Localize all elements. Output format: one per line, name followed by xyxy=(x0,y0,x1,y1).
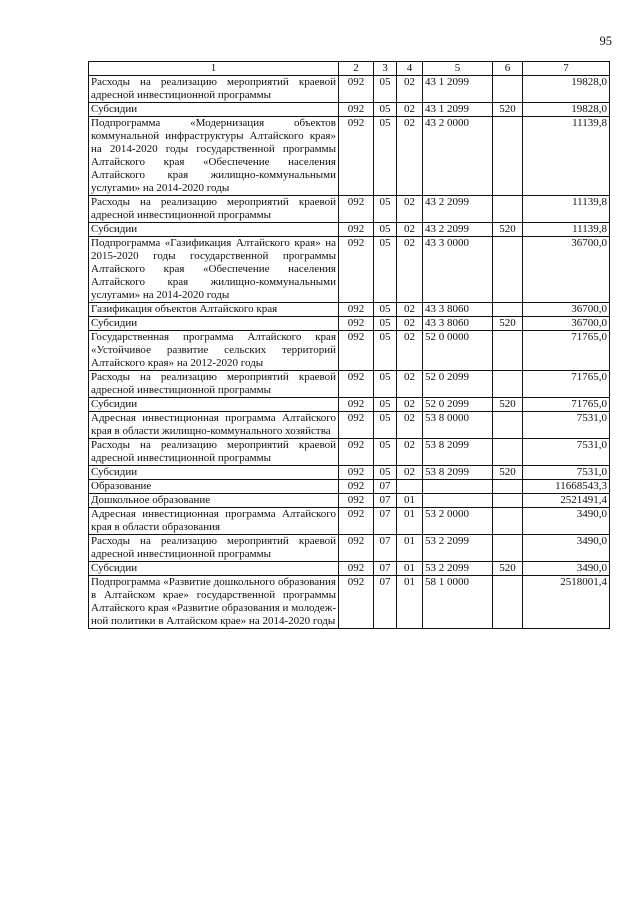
column-header: 5 xyxy=(423,62,493,76)
section-code-cell: 05 xyxy=(374,223,397,237)
table-row xyxy=(89,562,610,576)
subsection-code-cell: 02 xyxy=(397,103,423,117)
table-header-row xyxy=(89,62,610,76)
subsection-code-cell: 02 xyxy=(397,466,423,480)
expense-type-cell: 520 xyxy=(493,562,523,576)
subsection-code-cell: 01 xyxy=(397,562,423,576)
ministry-code-cell: 092 xyxy=(339,412,374,439)
subsection-code-cell: 01 xyxy=(397,576,423,629)
row-name-cell: Субсидии xyxy=(89,398,339,412)
ministry-code-cell: 092 xyxy=(339,371,374,398)
amount-cell: 11139,8 xyxy=(523,117,610,196)
amount-cell: 7531,0 xyxy=(523,412,610,439)
ministry-code-cell: 092 xyxy=(339,103,374,117)
amount-cell: 2521491,4 xyxy=(523,494,610,508)
section-code-cell: 07 xyxy=(374,535,397,562)
ministry-code-cell: 092 xyxy=(339,117,374,196)
section-code-cell: 07 xyxy=(374,508,397,535)
subsection-code-cell: 02 xyxy=(397,196,423,223)
row-name-cell: Газификация объектов Алтайского края xyxy=(89,303,339,317)
amount-cell: 19828,0 xyxy=(523,76,610,103)
subsection-code-cell: 01 xyxy=(397,508,423,535)
subsection-code-cell: 02 xyxy=(397,439,423,466)
section-code-cell: 05 xyxy=(374,103,397,117)
expense-type-cell: 520 xyxy=(493,466,523,480)
target-article-cell: 43 3 8060 xyxy=(423,303,493,317)
table-row xyxy=(89,196,610,223)
expense-type-cell: 520 xyxy=(493,223,523,237)
row-name-cell: Подпрограмма «Модернизация объектов коммунальной инфраструктуры Алтайского края» на 2014-2020 годы государственной программы Алтайского края «Обеспечение населения Алтайского края жилищно-коммунальными услугами» на 2014-2020 годы xyxy=(89,117,339,196)
table-row xyxy=(89,103,610,117)
amount-cell: 71765,0 xyxy=(523,331,610,371)
amount-cell: 71765,0 xyxy=(523,398,610,412)
section-code-cell: 05 xyxy=(374,117,397,196)
expense-type-cell: 520 xyxy=(493,317,523,331)
row-name-cell: Субсидии xyxy=(89,562,339,576)
expense-type-cell xyxy=(493,303,523,317)
amount-cell: 3490,0 xyxy=(523,535,610,562)
row-name-cell: Адресная инвестиционная программа Алтайского края в области образования xyxy=(89,508,339,535)
row-name-cell: Субсидии xyxy=(89,466,339,480)
table-row xyxy=(89,317,610,331)
expense-type-cell xyxy=(493,480,523,494)
target-article-cell xyxy=(423,494,493,508)
section-code-cell: 05 xyxy=(374,439,397,466)
table-row xyxy=(89,535,610,562)
table-row xyxy=(89,76,610,103)
column-header: 6 xyxy=(493,62,523,76)
target-article-cell: 43 3 0000 xyxy=(423,237,493,303)
target-article-cell: 43 3 8060 xyxy=(423,317,493,331)
column-header: 1 xyxy=(89,62,339,76)
target-article-cell: 53 8 0000 xyxy=(423,412,493,439)
subsection-code-cell: 02 xyxy=(397,303,423,317)
subsection-code-cell: 02 xyxy=(397,237,423,303)
section-code-cell: 05 xyxy=(374,317,397,331)
ministry-code-cell: 092 xyxy=(339,562,374,576)
budget-table xyxy=(88,61,610,629)
row-name-cell: Расходы на реализацию мероприятий краевой адресной инвестиционной программы xyxy=(89,371,339,398)
amount-cell: 11139,8 xyxy=(523,223,610,237)
target-article-cell xyxy=(423,480,493,494)
table-row xyxy=(89,331,610,371)
row-name-cell: Расходы на реализацию мероприятий краевой адресной инвестиционной программы xyxy=(89,196,339,223)
table-row xyxy=(89,508,610,535)
target-article-cell: 53 2 2099 xyxy=(423,562,493,576)
page-number: 95 xyxy=(599,34,612,48)
section-code-cell: 07 xyxy=(374,576,397,629)
row-name-cell: Подпрограмма «Газификация Алтайского края» на 2015-2020 годы государственной программы Алтайского края «Обеспечение населения Алтайского края жилищно-коммунальными услугами» на 2014-2020 годы xyxy=(89,237,339,303)
ministry-code-cell: 092 xyxy=(339,237,374,303)
table-row xyxy=(89,439,610,466)
ministry-code-cell: 092 xyxy=(339,576,374,629)
table-row xyxy=(89,466,610,480)
amount-cell: 36700,0 xyxy=(523,303,610,317)
expense-type-cell xyxy=(493,76,523,103)
section-code-cell: 05 xyxy=(374,196,397,223)
target-article-cell: 52 0 0000 xyxy=(423,331,493,371)
section-code-cell: 05 xyxy=(374,466,397,480)
column-header: 3 xyxy=(374,62,397,76)
row-name-cell: Расходы на реализацию мероприятий краевой адресной инвестиционной программы xyxy=(89,535,339,562)
expense-type-cell: 520 xyxy=(493,103,523,117)
table-row xyxy=(89,494,610,508)
ministry-code-cell: 092 xyxy=(339,196,374,223)
subsection-code-cell: 01 xyxy=(397,535,423,562)
table-row xyxy=(89,237,610,303)
target-article-cell: 53 8 2099 xyxy=(423,466,493,480)
table-row xyxy=(89,398,610,412)
amount-cell: 36700,0 xyxy=(523,317,610,331)
subsection-code-cell: 02 xyxy=(397,412,423,439)
expense-type-cell xyxy=(493,439,523,466)
section-code-cell: 05 xyxy=(374,303,397,317)
target-article-cell: 52 0 2099 xyxy=(423,371,493,398)
section-code-cell: 05 xyxy=(374,412,397,439)
column-header: 2 xyxy=(339,62,374,76)
row-name-cell: Субсидии xyxy=(89,103,339,117)
expense-type-cell xyxy=(493,237,523,303)
row-name-cell: Подпрограмма «Развитие дошкольного образования в Алтайском крае» государственной программы Алтайского края «Развитие образования и молодежной политики в Алтайском крае» на 2014-2020 годы xyxy=(89,576,339,629)
ministry-code-cell: 092 xyxy=(339,317,374,331)
column-header: 7 xyxy=(523,62,610,76)
table-row xyxy=(89,303,610,317)
target-article-cell: 43 2 2099 xyxy=(423,196,493,223)
column-header: 4 xyxy=(397,62,423,76)
ministry-code-cell: 092 xyxy=(339,508,374,535)
amount-cell: 7531,0 xyxy=(523,439,610,466)
ministry-code-cell: 092 xyxy=(339,535,374,562)
expense-type-cell xyxy=(493,117,523,196)
subsection-code-cell: 02 xyxy=(397,398,423,412)
expense-type-cell xyxy=(493,508,523,535)
subsection-code-cell: 01 xyxy=(397,494,423,508)
row-name-cell: Субсидии xyxy=(89,317,339,331)
row-name-cell: Дошкольное образование xyxy=(89,494,339,508)
row-name-cell: Расходы на реализацию мероприятий краевой адресной инвестиционной программы xyxy=(89,439,339,466)
section-code-cell: 07 xyxy=(374,494,397,508)
section-code-cell: 05 xyxy=(374,398,397,412)
table-row xyxy=(89,576,610,629)
target-article-cell: 43 1 2099 xyxy=(423,76,493,103)
section-code-cell: 07 xyxy=(374,562,397,576)
table-row xyxy=(89,117,610,196)
section-code-cell: 05 xyxy=(374,237,397,303)
expense-type-cell xyxy=(493,196,523,223)
section-code-cell: 05 xyxy=(374,76,397,103)
row-name-cell: Субсидии xyxy=(89,223,339,237)
expense-type-cell xyxy=(493,331,523,371)
amount-cell: 36700,0 xyxy=(523,237,610,303)
section-code-cell: 07 xyxy=(374,480,397,494)
table-row xyxy=(89,480,610,494)
amount-cell: 19828,0 xyxy=(523,103,610,117)
expense-type-cell xyxy=(493,494,523,508)
row-name-cell: Образование xyxy=(89,480,339,494)
amount-cell: 3490,0 xyxy=(523,508,610,535)
target-article-cell: 43 2 2099 xyxy=(423,223,493,237)
amount-cell: 71765,0 xyxy=(523,371,610,398)
ministry-code-cell: 092 xyxy=(339,466,374,480)
target-article-cell: 43 2 0000 xyxy=(423,117,493,196)
ministry-code-cell: 092 xyxy=(339,439,374,466)
section-code-cell: 05 xyxy=(374,331,397,371)
expense-type-cell xyxy=(493,371,523,398)
target-article-cell: 53 2 0000 xyxy=(423,508,493,535)
expense-type-cell xyxy=(493,576,523,629)
target-article-cell: 58 1 0000 xyxy=(423,576,493,629)
amount-cell: 11668543,3 xyxy=(523,480,610,494)
expense-type-cell xyxy=(493,535,523,562)
subsection-code-cell: 02 xyxy=(397,317,423,331)
subsection-code-cell: 02 xyxy=(397,117,423,196)
subsection-code-cell: 02 xyxy=(397,371,423,398)
ministry-code-cell: 092 xyxy=(339,494,374,508)
amount-cell: 11139,8 xyxy=(523,196,610,223)
amount-cell: 7531,0 xyxy=(523,466,610,480)
amount-cell: 3490,0 xyxy=(523,562,610,576)
table-row xyxy=(89,412,610,439)
section-code-cell: 05 xyxy=(374,371,397,398)
subsection-code-cell xyxy=(397,480,423,494)
row-name-cell: Расходы на реализацию мероприятий краевой адресной инвестиционной программы xyxy=(89,76,339,103)
ministry-code-cell: 092 xyxy=(339,223,374,237)
ministry-code-cell: 092 xyxy=(339,303,374,317)
target-article-cell: 53 2 2099 xyxy=(423,535,493,562)
subsection-code-cell: 02 xyxy=(397,76,423,103)
subsection-code-cell: 02 xyxy=(397,331,423,371)
ministry-code-cell: 092 xyxy=(339,331,374,371)
expense-type-cell: 520 xyxy=(493,398,523,412)
table-row xyxy=(89,371,610,398)
table-row xyxy=(89,223,610,237)
target-article-cell: 53 8 2099 xyxy=(423,439,493,466)
target-article-cell: 43 1 2099 xyxy=(423,103,493,117)
ministry-code-cell: 092 xyxy=(339,76,374,103)
amount-cell: 2518001,4 xyxy=(523,576,610,629)
target-article-cell: 52 0 2099 xyxy=(423,398,493,412)
row-name-cell: Адресная инвестиционная программа Алтайского края в области жилищно-коммунального хозяйства xyxy=(89,412,339,439)
ministry-code-cell: 092 xyxy=(339,480,374,494)
subsection-code-cell: 02 xyxy=(397,223,423,237)
expense-type-cell xyxy=(493,412,523,439)
row-name-cell: Государственная программа Алтайского края «Устойчивое развитие сельских территорий Алтайского края» на 2012-2020 годы xyxy=(89,331,339,371)
ministry-code-cell: 092 xyxy=(339,398,374,412)
